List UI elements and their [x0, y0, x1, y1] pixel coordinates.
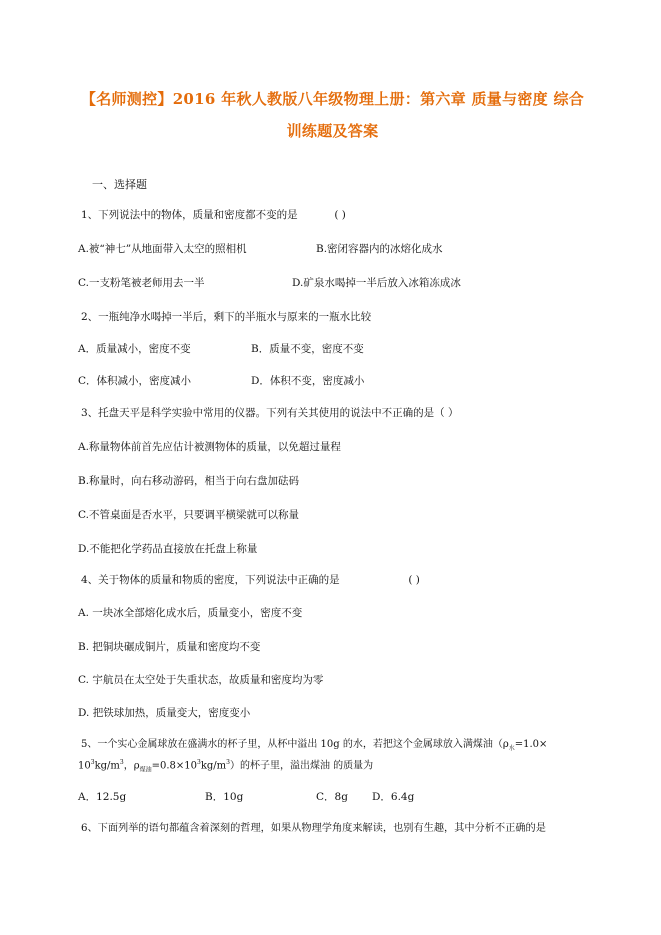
question-3-option-a: A.称量物体前首先应估计被测物体的质量，以免超过量程 [78, 441, 341, 453]
question-3-option-b: B.称量时，向右移动游码，相当于向右盘加砝码 [78, 475, 300, 487]
question-2-option-c: C．体积减小，密度减小 [78, 375, 192, 387]
question-1-option-d: D.矿泉水喝掉一半后放入冰箱冻成冰 [292, 277, 461, 289]
document-title-line-2: 训练题及答案 [286, 122, 379, 140]
question-4-option-b: B. 把铜块碾成铜片，质量和密度均不变 [78, 641, 261, 653]
question-2-stem: 2、一瓶纯净水喝掉一半后，剩下的半瓶水与原来的一瓶水比较 [81, 311, 372, 323]
question-1-option-a: A.被“神七”从地面带入太空的照相机 [78, 243, 247, 255]
question-5-stem-line-1: 5、一个实心金属球放在盛满水的杯子里，从杯中溢出 10g 的水，若把这个金属球放入满煤油（$\rho_水=1.0\times$ [81, 739, 548, 752]
question-2-option-a: A．质量减小，密度不变 [78, 343, 191, 355]
question-4-option-c: C. 宇航员在太空处于失重状态，故质量和密度均为零 [78, 674, 324, 686]
question-1-option-c: C.一支粉笔被老师用去一半 [78, 277, 205, 289]
section-heading: 一、选择题 [92, 178, 147, 191]
question-2-option-b: B．质量不变，密度不变 [251, 343, 364, 355]
document-title-line-1: 【名师测控】2016 年秋人教版八年级物理上册：第六章 质量与密度 综合 [80, 90, 585, 108]
question-4-option-d: D. 把铁球加热，质量变大，密度变小 [78, 707, 251, 719]
question-5-option-c: C．8g [316, 791, 348, 803]
question-2-option-d: D．体积不变，密度减小 [251, 375, 365, 387]
question-3-option-d: D.不能把化学药品直接放在托盘上称量 [78, 543, 258, 555]
question-5-stem-line-2: $10^3kg/m^3$，$\rho_{煤油}=0.8\times 10^3kg/m^3$）的杯子里，溢出煤油 的质量为 [78, 759, 374, 774]
question-4-stem [81, 573, 420, 587]
question-5-option-b: B．10g [205, 791, 244, 803]
question-4-bracket: ( ) [408, 574, 420, 586]
question-5-option-d: D．6.4g [372, 791, 415, 803]
question-1-text: 1、下列说法中的物体，质量和密度都不变的是 [81, 209, 298, 221]
question-6-stem: 6、下面列举的语句都蕴含着深刻的哲理，如果从物理学角度来解读，也别有生趣，其中分析不正确的是 [81, 823, 546, 834]
question-1-stem [81, 208, 346, 222]
question-1-bracket: ( ) [334, 209, 346, 221]
question-4-option-a: A. 一块冰全部熔化成水后，质量变小，密度不变 [78, 607, 303, 619]
question-4-text: 4、关于物体的质量和物质的密度，下列说法中正确的是 [81, 574, 340, 586]
question-3-stem: 3、托盘天平是科学实验中常用的仪器。下列有关其使用的说法中不正确的是（ ） [81, 407, 459, 419]
question-1-option-b: B.密闭容器内的冰熔化成水 [316, 243, 443, 255]
question-5-option-a: A．12.5g [78, 791, 127, 803]
question-3-option-c: C.不管桌面是否水平，只要调平横梁就可以称量 [78, 509, 299, 521]
